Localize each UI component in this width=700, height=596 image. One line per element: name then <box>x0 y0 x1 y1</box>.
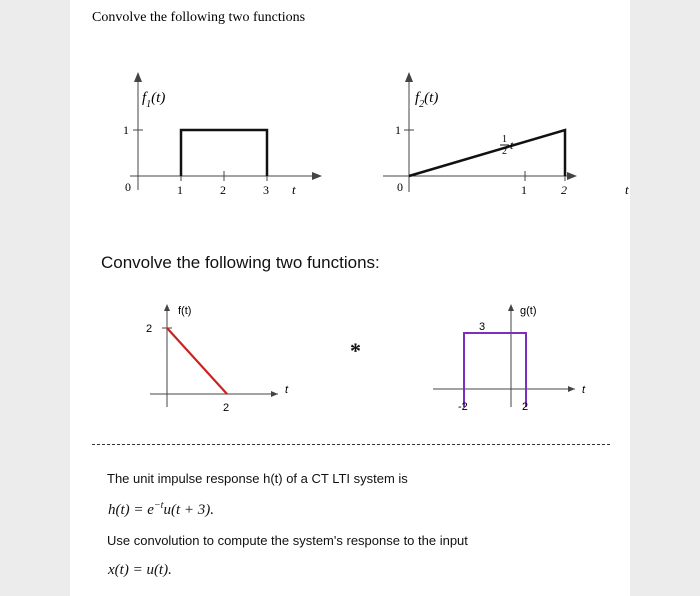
f2-x-arrow <box>567 172 577 180</box>
f-y-arrow <box>164 304 170 311</box>
document-page <box>70 0 630 596</box>
f-label: f(t) <box>178 305 192 317</box>
f2-slope-var: t <box>510 138 514 152</box>
g-label: g(t) <box>520 305 537 317</box>
f2-slope-num: 1 <box>502 134 507 145</box>
f1-y-arrow <box>134 72 142 82</box>
g-y-arrow <box>508 304 514 311</box>
f1-y-tick: 1 <box>123 123 129 137</box>
f1-x-tick-3: 3 <box>263 183 269 197</box>
plot-f1 <box>110 70 330 210</box>
f1-origin: 0 <box>125 180 131 194</box>
g-x-tick-neg: -2 <box>458 401 468 413</box>
f2-x-tick-2: 2 <box>561 183 567 197</box>
f2-origin: 0 <box>397 180 403 194</box>
f1-x-tick-2: 2 <box>220 183 226 197</box>
x-equation: x(t) = u(t). <box>108 562 172 578</box>
impulse-response-text: The unit impulse response h(t) of a CT LTI system is <box>107 471 408 486</box>
convolution-symbol: * <box>350 338 361 363</box>
f2-y-arrow <box>405 72 413 82</box>
f2-slope-den: 2 <box>502 146 507 157</box>
f1-t-label: t <box>292 182 296 197</box>
g-purple-pulse <box>464 333 526 407</box>
dashed-divider <box>92 444 610 445</box>
f2-ramp <box>409 130 565 176</box>
f2-t-label: t <box>625 182 629 197</box>
f1-label: $f_1(t)$ <box>142 90 166 110</box>
g-x-arrow <box>568 386 575 392</box>
f1-pulse <box>181 130 267 176</box>
f2-y-tick: 1 <box>395 123 401 137</box>
g-t-label: t <box>582 384 586 396</box>
convolution-instruction-text: Use convolution to compute the system's response to the input <box>107 533 468 548</box>
title-top: Convolve the following two functions <box>92 10 306 25</box>
h-equation: $h(t) = e^{-t}u(t + 3)$. <box>108 500 214 518</box>
title-mid: Convolve the following two functions: <box>101 253 380 272</box>
f2-x-tick-1: 1 <box>521 183 527 197</box>
g-x-tick-pos: 2 <box>522 401 529 413</box>
f2-label: $f_2(t)$ <box>415 90 439 110</box>
f-x-tick: 2 <box>223 402 230 414</box>
f-t-label: t <box>285 384 289 396</box>
g-height-label: 3 <box>479 321 486 333</box>
f-y-tick: 2 <box>146 323 153 335</box>
f-x-arrow <box>271 391 278 397</box>
f1-x-tick-1: 1 <box>177 183 183 197</box>
f1-x-arrow <box>312 172 322 180</box>
plot-f2 <box>375 70 629 210</box>
plot-g <box>425 295 620 425</box>
plot-f <box>130 295 300 425</box>
f-red-line <box>167 328 227 394</box>
